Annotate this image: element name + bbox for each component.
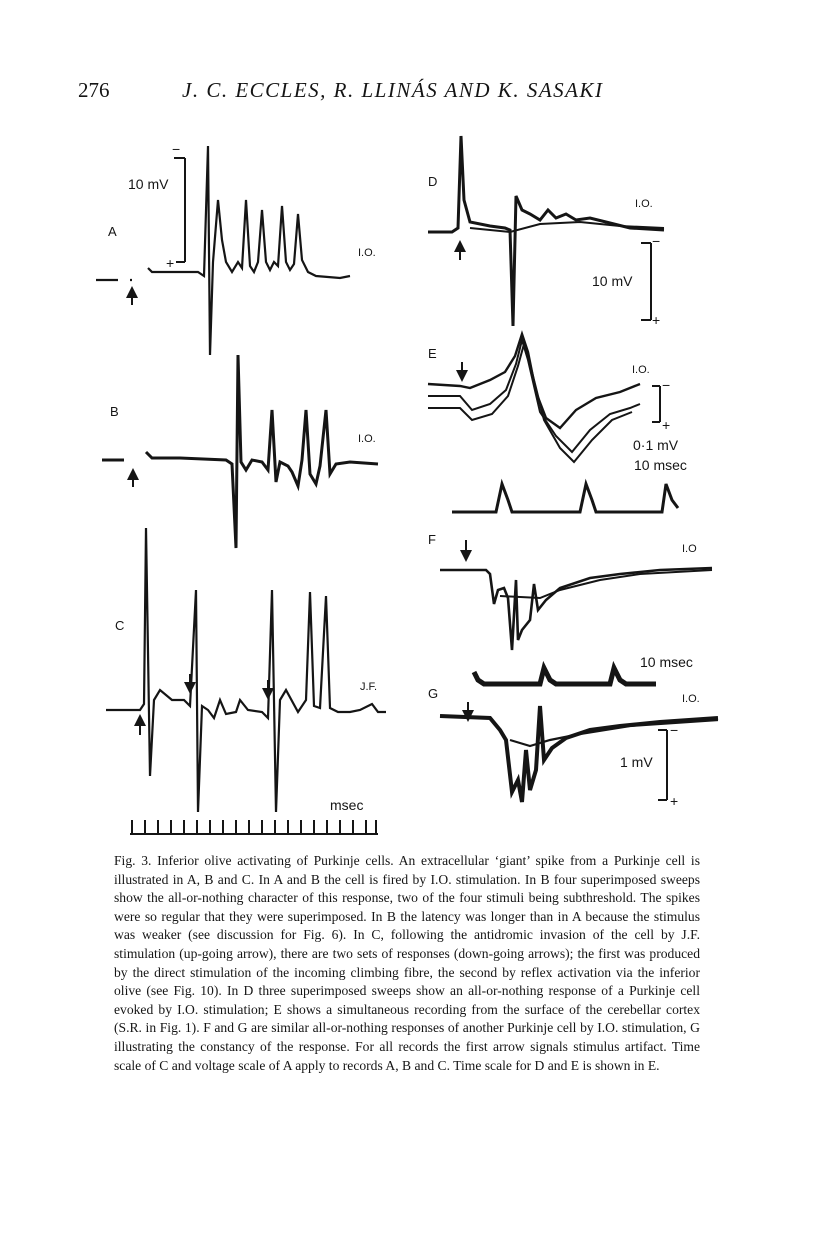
voltage-scale-e: [652, 386, 660, 422]
site-label-a: I.O.: [358, 247, 376, 259]
figure-caption: [114, 852, 700, 1075]
site-label-g: I.O.: [682, 693, 700, 705]
trace-c: [106, 528, 386, 812]
panel-e: [428, 334, 687, 512]
panel-a: [96, 141, 376, 355]
time-label-c: msec: [330, 797, 364, 813]
panel-label-f: F: [428, 532, 436, 547]
traces-e: [428, 334, 640, 462]
panel-label-c: C: [115, 618, 125, 633]
figure-caption-label: Fig. 3.: [114, 853, 152, 868]
scale-minus-e: −: [662, 377, 671, 393]
running-head-authors: J. C. ECCLES, R. LLINÁS AND K. SASAKI: [182, 78, 604, 102]
scale-plus-g: +: [670, 793, 679, 809]
voltage-scale-d: [641, 243, 651, 320]
panel-label-a: A: [108, 224, 117, 239]
time-label-e: 10 msec: [634, 457, 687, 473]
trace-b: [102, 355, 378, 548]
voltage-label-e: 0·1 mV: [633, 437, 679, 453]
site-label-b: I.O.: [358, 433, 376, 445]
site-label-e: I.O.: [632, 364, 650, 376]
site-label-c: J.F.: [360, 681, 378, 693]
panel-label-g: G: [428, 686, 439, 701]
voltage-label-d: 10 mV: [592, 273, 633, 289]
voltage-label-g: 1 mV: [620, 754, 653, 770]
page-number: 276: [78, 78, 110, 102]
panel-g: [428, 686, 718, 809]
panel-f: [428, 532, 712, 684]
site-label-d: I.O.: [635, 198, 653, 210]
time-scale-c: [130, 820, 378, 834]
panel-label-e: E: [428, 346, 437, 361]
panel-d: [428, 136, 664, 328]
trace-g: [440, 706, 718, 802]
panel-c: [106, 528, 386, 834]
time-label-f: 10 msec: [640, 654, 693, 670]
scale-minus-a: −: [172, 141, 181, 157]
trace-d: [428, 136, 664, 326]
time-scale-e: [452, 484, 678, 512]
trace-f: [440, 568, 712, 650]
figure-caption-text: Inferior olive activating of Purkinje cells. An extracellular ‘giant’ spike from a Purkinje cell is illustrated in A, B and C. In A and B the cell is fired by I.O. stimulation. In B four superimposed sweeps show the all-or-nothing character of this response, two of the four stimuli being subthreshold. The spikes were so regular that they were superimposed. In B the latency was longer than in A because the stimulus was weaker (see discussion for Fig. 6). In C, following the antidromic invasion of the cell by J.F. stimulation (up-going arrow), there are two sets of responses (down-going arrows); the first was produced by the direct stimulation of the incoming climbing fibre, the second by reflex activation via the inferior olive (see Fig. 10). In D three superimposed sweeps show an all-or-nothing response of a Purkinje cell evoked by I.O. stimulation; E shows a simultaneous recording from the surface of the cerebellar cortex (S.R. in Fig. 1). F and G are similar all-or-nothing responses of another Purkinje cell by I.O. stimulation, G illustrating the constancy of the response. For all records the first arrow signals stimulus artifact. Time scale of C and voltage scale of A apply to records A, B and C. Time scale for D and E is shown in E.: [114, 853, 700, 1073]
voltage-scale-a: [174, 158, 185, 262]
panel-b: [102, 355, 378, 548]
voltage-label-a: 10 mV: [128, 176, 169, 192]
scale-plus-a: +: [166, 255, 175, 271]
scale-plus-d: +: [652, 312, 661, 328]
scale-plus-e: +: [662, 417, 671, 433]
panel-label-b: B: [110, 404, 119, 419]
scale-minus-d: −: [652, 233, 661, 249]
time-scale-f: [474, 668, 656, 684]
site-label-f: I.O: [682, 543, 697, 555]
voltage-scale-g: [658, 730, 667, 800]
scale-minus-g: −: [670, 722, 679, 738]
panel-label-d: D: [428, 174, 438, 189]
